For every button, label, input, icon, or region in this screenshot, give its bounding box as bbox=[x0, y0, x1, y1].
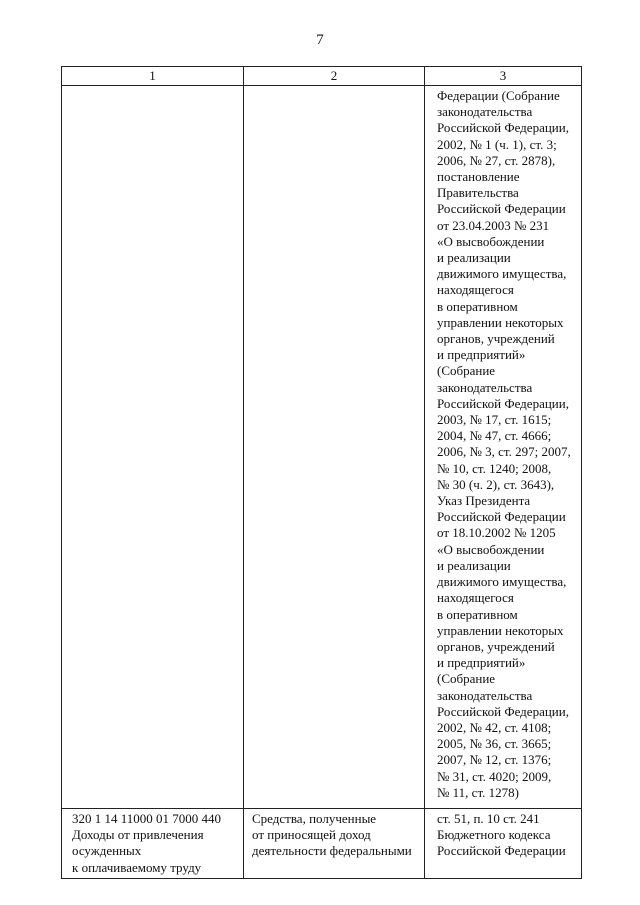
text-line: и предприятий» bbox=[437, 347, 526, 363]
text-line: № 11, ст. 1278) bbox=[437, 784, 519, 800]
text-line: 2007, № 12, ст. 1376; bbox=[437, 752, 552, 768]
text-line: управлении некоторых bbox=[437, 314, 564, 330]
text-line: «О высвобождении bbox=[437, 233, 545, 249]
text-line: Российской Федерации bbox=[437, 201, 566, 217]
text-line: от 23.04.2003 № 231 bbox=[437, 217, 550, 233]
text-line: находящегося bbox=[437, 590, 514, 606]
text-line: постановление bbox=[437, 169, 520, 185]
column-header-3: 3 bbox=[425, 67, 582, 86]
text-line: от 18.10.2002 № 1205 bbox=[437, 525, 556, 541]
text-line: законодательства bbox=[437, 104, 533, 120]
text-line: органов, учреждений bbox=[437, 331, 555, 347]
text-line: деятельности федеральными bbox=[252, 843, 412, 859]
text-line: и реализации bbox=[437, 250, 511, 266]
text-line: находящегося bbox=[437, 282, 514, 298]
cell-continued-col1 bbox=[62, 86, 244, 809]
text-line: органов, учреждений bbox=[437, 638, 555, 654]
text-line: Российской Федерации, bbox=[437, 120, 569, 136]
cell-continued-col2 bbox=[244, 86, 425, 809]
header-row bbox=[62, 67, 582, 86]
column-header-2: 2 bbox=[244, 67, 425, 86]
text-line: Российской Федерации bbox=[437, 509, 566, 525]
legal-basis-text bbox=[425, 86, 581, 803]
text-line: от приносящей доход bbox=[252, 827, 371, 843]
text-line: «О высвобождении bbox=[437, 541, 545, 557]
text-line: (Собрание bbox=[437, 363, 496, 379]
text-line: 2006, № 27, ст. 2878), bbox=[437, 152, 556, 168]
text-line: ст. 51, п. 10 ст. 241 bbox=[437, 811, 540, 826]
text-line: (Собрание bbox=[437, 671, 496, 687]
cell-last-col2 bbox=[244, 809, 425, 879]
text-line: Правительства bbox=[437, 185, 519, 201]
text-line: в оперативном bbox=[437, 606, 518, 622]
text-line: Федерации (Собрание bbox=[437, 88, 560, 103]
text-line: законодательства bbox=[437, 687, 533, 703]
text-line: осужденных bbox=[72, 843, 142, 859]
text-line: Российской Федерации, bbox=[437, 703, 569, 719]
text-line: 2002, № 42, ст. 4108; bbox=[437, 719, 552, 735]
cell-last-col3 bbox=[425, 809, 582, 879]
text-line: Указ Президента bbox=[437, 493, 531, 509]
text-line: управлении некоторых bbox=[437, 622, 564, 638]
text-line: Средства, полученные bbox=[252, 811, 377, 826]
text-line: и предприятий» bbox=[437, 655, 526, 671]
revenue-table bbox=[61, 66, 582, 879]
revenue-description-text bbox=[244, 809, 424, 862]
text-line: № 31, ст. 4020; 2009, bbox=[437, 768, 552, 784]
text-line: к оплачиваемому труду bbox=[72, 859, 202, 875]
text-line: № 30 (ч. 2), ст. 3643), bbox=[437, 476, 555, 492]
text-line: и реализации bbox=[437, 557, 511, 573]
revenue-code-text bbox=[62, 809, 243, 878]
text-line: Российской Федерации, bbox=[437, 395, 569, 411]
cell-continued-col3 bbox=[425, 86, 582, 809]
text-line: в оперативном bbox=[437, 298, 518, 314]
text-line: 2002, № 1 (ч. 1), ст. 3; bbox=[437, 136, 557, 152]
text-line: 320 1 14 11000 01 7000 440 bbox=[72, 811, 222, 826]
text-line: Российской Федерации bbox=[437, 843, 566, 859]
text-line: Бюджетного кодекса bbox=[437, 827, 551, 843]
table-row-continued bbox=[62, 86, 582, 809]
legal-reference-text bbox=[425, 809, 581, 862]
text-line: законодательства bbox=[437, 379, 533, 395]
text-line: Доходы от привлечения bbox=[72, 827, 204, 843]
text-line: 2004, № 47, ст. 4666; bbox=[437, 428, 552, 444]
page-number: 7 bbox=[316, 32, 324, 48]
text-line: № 10, ст. 1240; 2008, bbox=[437, 460, 552, 476]
text-line: 2006, № 3, ст. 297; 2007, bbox=[437, 444, 571, 460]
column-header-1: 1 bbox=[62, 67, 244, 86]
text-line: движимого имущества, bbox=[437, 574, 567, 590]
cell-last-col1 bbox=[62, 809, 244, 879]
text-line: движимого имущества, bbox=[437, 266, 567, 282]
text-line: 2005, № 36, ст. 3665; bbox=[437, 736, 552, 752]
text-line: 2003, № 17, ст. 1615; bbox=[437, 412, 552, 428]
table-row-last bbox=[62, 809, 582, 879]
